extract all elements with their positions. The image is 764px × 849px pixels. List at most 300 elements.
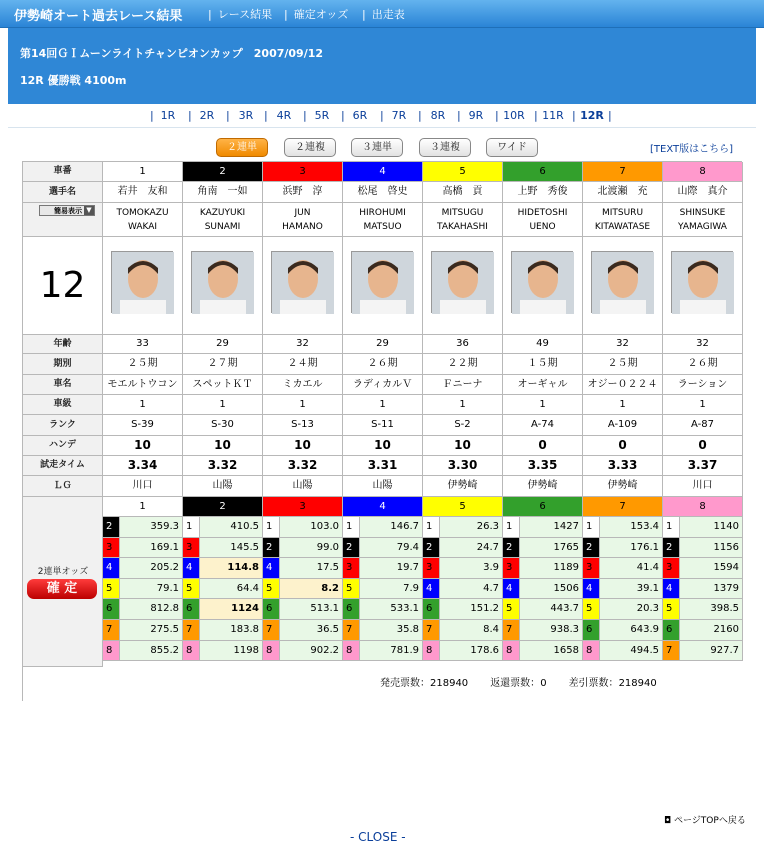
rider-rank: S-13 xyxy=(263,415,343,436)
odds-key: 8 xyxy=(503,641,520,662)
odds-header-6: 6 xyxy=(503,497,583,517)
odds-key: 7 xyxy=(343,620,360,641)
rider-age: 32 xyxy=(263,335,343,354)
roman-first: KAZUYUKI xyxy=(199,208,246,218)
rider-handi: 0 xyxy=(583,436,663,456)
rider-photo-image xyxy=(272,252,334,314)
rider-age: 29 xyxy=(343,335,423,354)
race-name: 第14回ＧＩムーンライトチャンピオンカップ 2007/09/12 xyxy=(20,47,324,60)
label-car: 車名 xyxy=(23,375,103,395)
rider-trial: 3.32 xyxy=(263,456,343,476)
rider-rank: S-39 xyxy=(103,415,183,436)
odds-key: 3 xyxy=(663,558,680,579)
rider-ki: ２４期 xyxy=(263,354,343,375)
rider-photo-cell xyxy=(583,237,663,335)
rider-photo-cell xyxy=(103,237,183,335)
odds-button-wide[interactable]: ワイド xyxy=(486,138,538,157)
odds-value: 79.4 xyxy=(360,538,423,559)
odds-value: 153.4 xyxy=(600,517,663,538)
rider-handi: 10 xyxy=(343,436,423,456)
odds-value: 1198 xyxy=(200,641,263,662)
chevron-down-icon: ▼ xyxy=(84,206,94,215)
tab-3r[interactable]: 3R xyxy=(238,109,254,122)
odds-key: 3 xyxy=(183,538,200,559)
odds-button-trifecta[interactable]: ３連単 xyxy=(351,138,403,157)
rider-lg: 山陽 xyxy=(343,476,423,497)
rider-name: 角南 一如 xyxy=(183,182,263,203)
rider-photo-image xyxy=(112,252,174,314)
rider-photo xyxy=(431,251,493,313)
odds-key: 8 xyxy=(343,641,360,662)
roman-last: KITAWATASE xyxy=(594,222,651,232)
tab-12r[interactable]: 12R xyxy=(580,109,604,122)
rider-ki: １５期 xyxy=(503,354,583,375)
rider-lg: 川口 xyxy=(663,476,743,497)
rider-photo-cell xyxy=(263,237,343,335)
rider-grade: 1 xyxy=(583,395,663,415)
roman-last: HAMANO xyxy=(282,222,323,232)
rider-handi: 10 xyxy=(423,436,503,456)
rider-grade: 1 xyxy=(103,395,183,415)
odds-key: 5 xyxy=(663,599,680,620)
rider-trial: 3.30 xyxy=(423,456,503,476)
odds-button-trio[interactable]: ３連複 xyxy=(419,138,471,157)
odds-value: 24.7 xyxy=(440,538,503,559)
odds-key: 3 xyxy=(503,558,520,579)
rider-photo xyxy=(351,251,413,313)
rider-car: スペットＫＴ xyxy=(183,375,263,395)
odds-value: 1594 xyxy=(680,558,743,579)
rider-car: ラーション xyxy=(663,375,743,395)
rider-photo-cell xyxy=(423,237,503,335)
odds-value: 7.9 xyxy=(360,579,423,600)
label-name: 選手名 xyxy=(23,182,103,203)
rider-car: Ｆニーナ xyxy=(423,375,503,395)
odds-key: 2 xyxy=(663,538,680,559)
tab-separator: | xyxy=(150,109,154,122)
car-number-7: 7 xyxy=(583,162,663,182)
odds-key: 2 xyxy=(263,538,280,559)
odds-value: 410.5 xyxy=(200,517,263,538)
rider-grade: 1 xyxy=(423,395,503,415)
odds-key: 7 xyxy=(423,620,440,641)
odds-key: 3 xyxy=(583,558,600,579)
text-version-link[interactable]: [TEXT版はこちら] xyxy=(650,144,734,155)
label-age: 年齢 xyxy=(23,335,103,354)
nav-race-result[interactable]: | レース結果 xyxy=(208,8,273,21)
odds-key: 1 xyxy=(183,517,200,538)
odds-key: 5 xyxy=(503,599,520,620)
tab-separator: | xyxy=(495,109,499,122)
odds-value: 359.3 xyxy=(120,517,183,538)
roman-last: TAKAHASHI xyxy=(437,222,488,232)
display-select-label: 簡易表示 xyxy=(54,207,82,215)
odds-value: 1124 xyxy=(200,599,263,620)
roman-first: MITSURU xyxy=(601,208,644,218)
odds-header-8: 8 xyxy=(663,497,743,517)
rider-rank: S-11 xyxy=(343,415,423,436)
rider-ki: ２５期 xyxy=(103,354,183,375)
odds-key: 6 xyxy=(263,599,280,620)
rider-rank: A-109 xyxy=(583,415,663,436)
odds-header-2: 2 xyxy=(183,497,263,517)
tab-11r[interactable]: 11R xyxy=(542,109,564,122)
tab-10r[interactable]: 10R xyxy=(503,109,525,122)
tab-6r[interactable]: 6R xyxy=(352,109,368,122)
rider-photo xyxy=(591,251,653,313)
net-label: 差引票数： xyxy=(568,678,619,689)
odds-value: 1156 xyxy=(680,538,743,559)
rider-age: 36 xyxy=(423,335,503,354)
rider-name: 山際 真介 xyxy=(663,182,743,203)
odds-value: 41.4 xyxy=(600,558,663,579)
odds-key: 7 xyxy=(183,620,200,641)
odds-value: 17.5 xyxy=(280,558,343,579)
odds-key: 4 xyxy=(263,558,280,579)
returned-label: 返還票数： xyxy=(490,678,541,689)
car-number-2: 2 xyxy=(183,162,263,182)
rider-roman-name xyxy=(263,203,343,237)
rider-photo xyxy=(271,251,333,313)
page-top-icon: ◘ xyxy=(664,816,674,826)
rider-grade: 1 xyxy=(503,395,583,415)
odds-value: 902.2 xyxy=(280,641,343,662)
odds-value: 19.7 xyxy=(360,558,423,579)
odds-value: 1765 xyxy=(520,538,583,559)
odds-key: 2 xyxy=(343,538,360,559)
rider-lg: 川口 xyxy=(103,476,183,497)
roman-last: SUNAMI xyxy=(204,222,241,232)
tab-separator: | xyxy=(534,109,538,122)
odds-key: 2 xyxy=(503,538,520,559)
odds-value: 533.1 xyxy=(360,599,423,620)
rider-roman-name xyxy=(583,203,663,237)
sold-label: 発売票数： xyxy=(380,678,430,689)
odds-key: 1 xyxy=(423,517,440,538)
odds-key: 4 xyxy=(583,579,600,600)
rider-trial: 3.31 xyxy=(343,456,423,476)
rider-trial: 3.35 xyxy=(503,456,583,476)
rider-photo-cell xyxy=(183,237,263,335)
odds-key: 4 xyxy=(503,579,520,600)
rider-lg: 伊勢崎 xyxy=(423,476,503,497)
race-number: 12 xyxy=(23,237,103,335)
rider-roman-name xyxy=(103,203,183,237)
car-number-1: 1 xyxy=(103,162,183,182)
car-number-3: 3 xyxy=(263,162,343,182)
main-content xyxy=(8,128,756,849)
label-grade: 車級 xyxy=(23,395,103,415)
label-handi: ハンデ xyxy=(23,436,103,456)
rider-grade: 1 xyxy=(663,395,743,415)
odds-value: 20.3 xyxy=(600,599,663,620)
odds-value: 64.4 xyxy=(200,579,263,600)
roman-first: SHINSUKE xyxy=(679,208,726,218)
odds-value: 35.8 xyxy=(360,620,423,641)
odds-key: 6 xyxy=(583,620,600,641)
odds-button-exacta[interactable]: ２連単 xyxy=(216,138,268,157)
odds-key: 6 xyxy=(343,599,360,620)
tab-2r[interactable]: 2R xyxy=(199,109,215,122)
race-card-grid xyxy=(22,161,742,701)
odds-title: 2連単オッズ xyxy=(37,567,89,577)
net-count: 218940 xyxy=(618,678,657,689)
odds-value: 812.8 xyxy=(120,599,183,620)
rider-ki: ２６期 xyxy=(663,354,743,375)
roman-last: MATSUO xyxy=(363,222,402,232)
odds-value: 643.9 xyxy=(600,620,663,641)
race-subtitle: 12R 優勝戦 4100m xyxy=(20,74,127,87)
odds-header-5: 5 xyxy=(423,497,503,517)
rider-rank: A-87 xyxy=(663,415,743,436)
rider-roman-name xyxy=(503,203,583,237)
odds-value: 275.5 xyxy=(120,620,183,641)
odds-key: 1 xyxy=(263,517,280,538)
odds-value: 183.8 xyxy=(200,620,263,641)
odds-value: 146.7 xyxy=(360,517,423,538)
roman-first: MITSUGU xyxy=(441,208,484,218)
rider-handi: 10 xyxy=(103,436,183,456)
rider-photo-image xyxy=(672,252,734,314)
rider-handi: 0 xyxy=(663,436,743,456)
rider-trial: 3.37 xyxy=(663,456,743,476)
roman-last: YAMAGIWA xyxy=(678,222,727,232)
roman-last: UENO xyxy=(529,222,556,232)
rider-name: 若井 友和 xyxy=(103,182,183,203)
site-title: 伊勢崎オート過去レース結果 xyxy=(14,9,183,24)
rider-roman-name xyxy=(343,203,423,237)
odds-value: 513.1 xyxy=(280,599,343,620)
odds-key: 1 xyxy=(503,517,520,538)
odds-button-quinella[interactable]: ２連複 xyxy=(284,138,336,157)
rider-car: モエルトウコン xyxy=(103,375,183,395)
rider-photo xyxy=(111,251,173,313)
rider-ki: ２２期 xyxy=(423,354,503,375)
odds-key: 8 xyxy=(583,641,600,662)
rider-car: ラディカルＶ xyxy=(343,375,423,395)
tab-separator: | xyxy=(188,109,192,122)
odds-key: 2 xyxy=(423,538,440,559)
tab-separator: | xyxy=(264,109,268,122)
odds-header-7: 7 xyxy=(583,497,663,517)
odds-key: 2 xyxy=(583,538,600,559)
rider-photo-image xyxy=(192,252,254,314)
rider-trial: 3.33 xyxy=(583,456,663,476)
odds-key: 6 xyxy=(423,599,440,620)
tab-separator: | xyxy=(457,109,461,122)
rider-ki: ２６期 xyxy=(343,354,423,375)
tab-separator: | xyxy=(380,109,384,122)
odds-key: 4 xyxy=(103,558,120,579)
rider-lg: 伊勢崎 xyxy=(503,476,583,497)
nav-confirmed-odds[interactable]: | 確定オッズ xyxy=(284,8,349,21)
tab-1r[interactable]: 1R xyxy=(160,109,176,122)
rider-photo xyxy=(511,251,573,313)
rider-grade: 1 xyxy=(263,395,343,415)
odds-value: 26.3 xyxy=(440,517,503,538)
odds-value: 145.5 xyxy=(200,538,263,559)
roman-first: HIROHUMI xyxy=(359,208,406,218)
odds-value: 114.8 xyxy=(200,558,263,579)
odds-value: 398.5 xyxy=(680,599,743,620)
odds-value: 1506 xyxy=(520,579,583,600)
odds-key: 7 xyxy=(263,620,280,641)
odds-value: 8.4 xyxy=(440,620,503,641)
rider-photo-cell xyxy=(663,237,743,335)
car-number-6: 6 xyxy=(503,162,583,182)
rider-name: 高橋 貢 xyxy=(423,182,503,203)
car-number-8: 8 xyxy=(663,162,743,182)
rider-grade: 1 xyxy=(343,395,423,415)
rider-rank: S-2 xyxy=(423,415,503,436)
odds-value: 169.1 xyxy=(120,538,183,559)
label-trial: 試走タイム xyxy=(23,456,103,476)
rider-name: 浜野 淳 xyxy=(263,182,343,203)
odds-key: 6 xyxy=(183,599,200,620)
odds-value: 927.7 xyxy=(680,641,743,662)
odds-key: 3 xyxy=(103,538,120,559)
rider-photo-image xyxy=(512,252,574,314)
car-number-5: 5 xyxy=(423,162,503,182)
odds-key: 6 xyxy=(103,599,120,620)
rider-roman-name xyxy=(423,203,503,237)
tab-7r[interactable]: 7R xyxy=(391,109,407,122)
odds-key: 4 xyxy=(183,558,200,579)
label-rank: ランク xyxy=(23,415,103,436)
odds-key: 7 xyxy=(103,620,120,641)
rider-age: 29 xyxy=(183,335,263,354)
rider-age: 33 xyxy=(103,335,183,354)
tab-separator: | xyxy=(572,109,576,122)
rider-rank: A-74 xyxy=(503,415,583,436)
odds-value: 178.6 xyxy=(440,641,503,662)
rider-handi: 10 xyxy=(263,436,343,456)
odds-key: 5 xyxy=(343,579,360,600)
totals-bar xyxy=(380,674,657,689)
rider-name: 北渡瀬 充 xyxy=(583,182,663,203)
rider-photo-image xyxy=(352,252,414,314)
odds-key: 2 xyxy=(103,517,120,538)
odds-value: 176.1 xyxy=(600,538,663,559)
odds-key: 8 xyxy=(103,641,120,662)
rider-photo-image xyxy=(592,252,654,314)
rider-name: 松尾 啓史 xyxy=(343,182,423,203)
rider-photo xyxy=(671,251,733,313)
odds-value: 855.2 xyxy=(120,641,183,662)
odds-key: 7 xyxy=(663,641,680,662)
tab-4r[interactable]: 4R xyxy=(276,109,292,122)
odds-value: 1379 xyxy=(680,579,743,600)
rider-roman-name xyxy=(183,203,263,237)
returned-count: 0 xyxy=(540,678,547,689)
tab-8r[interactable]: 8R xyxy=(430,109,446,122)
odds-key: 3 xyxy=(423,558,440,579)
car-number-4: 4 xyxy=(343,162,423,182)
odds-value: 938.3 xyxy=(520,620,583,641)
tab-separator: | xyxy=(608,109,612,122)
odds-key: 5 xyxy=(263,579,280,600)
rider-ki: ２７期 xyxy=(183,354,263,375)
tab-separator: | xyxy=(303,109,307,122)
odds-key: 6 xyxy=(663,620,680,641)
odds-value: 8.2 xyxy=(280,579,343,600)
tab-separator: | xyxy=(418,109,422,122)
label-lg: ＬＧ xyxy=(23,476,103,497)
odds-value: 79.1 xyxy=(120,579,183,600)
odds-value: 2160 xyxy=(680,620,743,641)
label-ki: 期別 xyxy=(23,354,103,375)
odds-value: 443.7 xyxy=(520,599,583,620)
race-tab-bar xyxy=(8,104,756,128)
odds-header-3: 3 xyxy=(263,497,343,517)
odds-value: 205.2 xyxy=(120,558,183,579)
display-select-cell xyxy=(23,203,103,237)
odds-header-4: 4 xyxy=(343,497,423,517)
odds-key: 1 xyxy=(663,517,680,538)
odds-key: 5 xyxy=(583,599,600,620)
rider-car: ミカエル xyxy=(263,375,343,395)
roman-first: TOMOKAZU xyxy=(116,208,169,218)
rider-car: オジー０２２４ xyxy=(583,375,663,395)
tab-separator: | xyxy=(226,109,230,122)
confirm-badge: 確 定 xyxy=(27,579,97,599)
roman-first: JUN xyxy=(294,208,311,218)
odds-key: 1 xyxy=(583,517,600,538)
odds-value: 103.0 xyxy=(280,517,343,538)
rider-name: 上野 秀俊 xyxy=(503,182,583,203)
odds-value: 36.5 xyxy=(280,620,343,641)
odds-value: 1140 xyxy=(680,517,743,538)
odds-value: 151.2 xyxy=(440,599,503,620)
rider-lg: 山陽 xyxy=(263,476,343,497)
nav-entry-table[interactable]: | 出走表 xyxy=(362,8,405,21)
odds-key: 4 xyxy=(663,579,680,600)
odds-key: 8 xyxy=(183,641,200,662)
odds-key: 5 xyxy=(183,579,200,600)
tab-9r[interactable]: 9R xyxy=(468,109,484,122)
rider-handi: 0 xyxy=(503,436,583,456)
site-header xyxy=(0,0,764,28)
odds-key: 1 xyxy=(343,517,360,538)
rider-photo xyxy=(191,251,253,313)
rider-trial: 3.34 xyxy=(103,456,183,476)
close-link[interactable]: - CLOSE - xyxy=(350,830,406,844)
odds-value: 1427 xyxy=(520,517,583,538)
rider-rank: S-30 xyxy=(183,415,263,436)
label-bango: 車番 xyxy=(23,162,103,182)
rider-lg: 山陽 xyxy=(183,476,263,497)
odds-value: 4.7 xyxy=(440,579,503,600)
odds-header-1: 1 xyxy=(103,497,183,517)
tab-5r[interactable]: 5R xyxy=(314,109,330,122)
odds-key: 3 xyxy=(343,558,360,579)
odds-key: 5 xyxy=(103,579,120,600)
roman-last: WAKAI xyxy=(127,222,158,232)
odds-value: 781.9 xyxy=(360,641,423,662)
rider-roman-name xyxy=(663,203,743,237)
rider-car: オーギャル xyxy=(503,375,583,395)
rider-age: 32 xyxy=(583,335,663,354)
odds-value: 39.1 xyxy=(600,579,663,600)
rider-handi: 10 xyxy=(183,436,263,456)
page-top-link[interactable]: ◘ ページTOPへ戻る xyxy=(664,816,746,826)
race-header xyxy=(8,28,756,104)
odds-value: 3.9 xyxy=(440,558,503,579)
display-select[interactable] xyxy=(39,205,95,216)
odds-key: 8 xyxy=(263,641,280,662)
odds-key: 8 xyxy=(423,641,440,662)
rider-trial: 3.32 xyxy=(183,456,263,476)
